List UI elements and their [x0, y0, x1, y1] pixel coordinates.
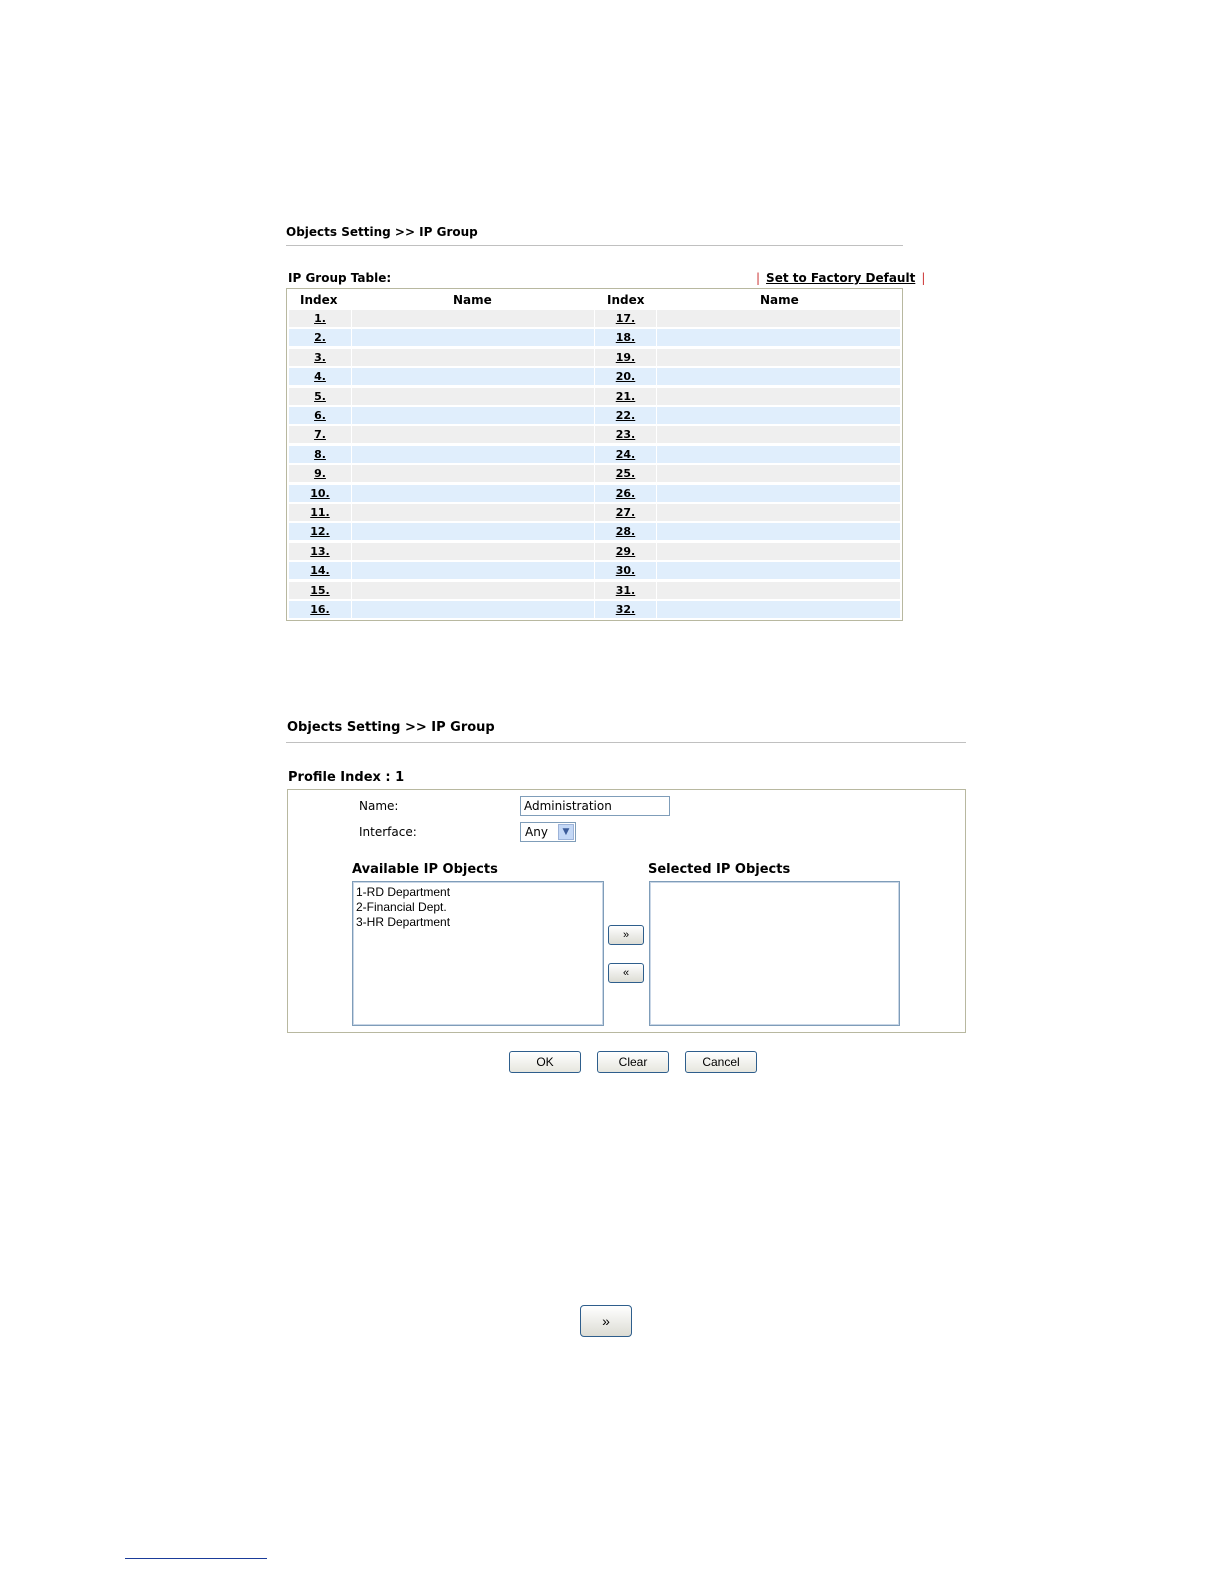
group-name-cell — [657, 601, 900, 618]
index-cell — [595, 426, 656, 443]
index-link[interactable]: 8. — [314, 447, 326, 461]
group-name-cell — [352, 388, 594, 405]
selected-objects-list[interactable] — [649, 881, 900, 1026]
group-name-cell — [657, 329, 900, 346]
group-name-cell — [352, 368, 594, 385]
index-link[interactable]: 28. — [615, 525, 636, 539]
name-label: Name: — [359, 799, 399, 813]
group-name-cell — [657, 582, 900, 599]
ok-button[interactable]: OK — [509, 1051, 581, 1073]
index-cell — [289, 523, 351, 540]
index-cell — [595, 562, 656, 579]
add-object-button[interactable]: » — [580, 1305, 632, 1337]
index-cell — [595, 388, 656, 405]
index-link[interactable]: 27. — [615, 506, 636, 519]
cancel-button[interactable]: Cancel — [685, 1051, 757, 1073]
table-row — [287, 407, 902, 424]
clear-button[interactable]: Clear — [597, 1051, 669, 1073]
group-name-cell — [352, 562, 594, 579]
group-name-cell — [352, 465, 594, 482]
available-objects-label: Available IP Objects — [352, 862, 498, 877]
index-link[interactable]: 14. — [310, 564, 330, 578]
index-link[interactable]: 23. — [615, 428, 636, 442]
index-cell — [289, 601, 351, 618]
group-name-cell — [657, 562, 900, 579]
group-name-cell — [352, 485, 594, 502]
index-link[interactable]: 6. — [314, 409, 326, 422]
group-name-cell — [657, 407, 900, 424]
index-cell — [595, 601, 656, 618]
index-cell — [289, 407, 351, 424]
add-object-button[interactable]: » — [608, 925, 644, 945]
separator: | — [921, 271, 926, 285]
set-factory-default-link[interactable]: Set to Factory Default — [766, 271, 916, 285]
index-link[interactable]: 19. — [615, 350, 636, 364]
index-cell — [289, 446, 351, 463]
index-cell — [289, 582, 351, 599]
index-link[interactable]: 21. — [615, 389, 636, 403]
group-name-cell — [352, 523, 594, 540]
available-objects-list[interactable] — [352, 881, 604, 1026]
table-title: IP Group Table: — [288, 271, 392, 285]
index-cell — [595, 465, 656, 482]
chevron-down-icon[interactable]: ▼ — [558, 824, 574, 840]
interface-select[interactable] — [520, 822, 576, 842]
group-name-cell — [352, 349, 594, 366]
index-cell — [289, 329, 351, 346]
index-cell — [289, 504, 351, 521]
column-header-name: Name — [453, 293, 492, 307]
index-cell — [595, 504, 656, 521]
table-row — [287, 582, 902, 599]
index-link[interactable]: 17. — [615, 312, 636, 325]
index-link[interactable]: 25. — [615, 467, 636, 481]
index-cell — [289, 368, 351, 385]
group-name-cell — [657, 349, 900, 366]
index-link[interactable]: 18. — [615, 331, 636, 345]
remove-object-button[interactable]: « — [608, 963, 644, 983]
index-cell — [289, 349, 351, 366]
index-cell — [595, 407, 656, 424]
group-name-cell — [657, 388, 900, 405]
page-title: Objects Setting >> IP Group — [286, 225, 478, 239]
divider — [286, 245, 903, 246]
table-row — [287, 562, 902, 579]
index-cell — [289, 562, 351, 579]
table-row — [287, 523, 902, 540]
table-row — [287, 368, 902, 385]
profile-index-title: Profile Index : 1 — [288, 770, 405, 785]
index-link[interactable]: 13. — [310, 544, 330, 558]
index-link[interactable]: 2. — [314, 331, 326, 345]
index-link[interactable]: 9. — [314, 467, 326, 481]
list-item[interactable]: 1-RD Department — [356, 885, 451, 899]
divider — [286, 742, 966, 743]
index-cell — [595, 368, 656, 385]
group-name-cell — [352, 329, 594, 346]
table-row — [287, 485, 902, 502]
index-link[interactable]: 11. — [310, 506, 330, 519]
group-name-cell — [657, 310, 900, 327]
table-row — [287, 310, 902, 327]
group-name-cell — [352, 543, 594, 560]
column-header-name: Name — [760, 293, 799, 307]
index-cell — [595, 523, 656, 540]
group-name-cell — [657, 523, 900, 540]
group-name-cell — [352, 601, 594, 618]
page-title: Objects Setting >> IP Group — [287, 720, 495, 735]
list-item[interactable]: 3-HR Department — [356, 915, 451, 929]
ip-group-table — [286, 288, 903, 621]
index-cell — [595, 485, 656, 502]
index-link[interactable]: 4. — [314, 370, 326, 384]
index-link[interactable]: 16. — [310, 603, 330, 616]
index-cell — [289, 426, 351, 443]
index-link[interactable]: 20. — [615, 370, 636, 384]
group-name-cell — [352, 446, 594, 463]
table-row — [287, 543, 902, 560]
index-link[interactable]: 15. — [310, 583, 330, 597]
index-cell — [595, 543, 656, 560]
group-name-cell — [657, 485, 900, 502]
index-link[interactable]: 10. — [310, 486, 330, 500]
index-link[interactable]: 30. — [615, 564, 636, 578]
index-cell — [289, 543, 351, 560]
index-cell — [289, 310, 351, 327]
index-cell — [595, 329, 656, 346]
group-name-cell — [657, 446, 900, 463]
index-link[interactable]: 3. — [314, 350, 326, 364]
index-cell — [595, 582, 656, 599]
group-name-cell — [352, 426, 594, 443]
group-name-cell — [657, 368, 900, 385]
index-link[interactable]: 12. — [310, 525, 330, 539]
table-row — [287, 349, 902, 366]
index-cell — [289, 388, 351, 405]
table-row — [287, 388, 902, 405]
group-name-cell — [657, 426, 900, 443]
index-link[interactable]: 7. — [314, 428, 326, 442]
interface-selected-value: Any — [525, 825, 548, 839]
index-cell — [289, 465, 351, 482]
index-link[interactable]: 5. — [314, 389, 326, 403]
index-cell — [595, 310, 656, 327]
index-link[interactable]: 1. — [314, 312, 326, 325]
name-field[interactable] — [520, 796, 670, 816]
index-cell — [289, 485, 351, 502]
table-row — [287, 504, 902, 521]
index-link[interactable]: 29. — [615, 544, 636, 558]
index-link[interactable]: 31. — [615, 583, 636, 597]
index-link[interactable]: 32. — [615, 603, 636, 616]
index-link[interactable]: 26. — [615, 486, 636, 500]
group-name-cell — [352, 407, 594, 424]
table-row — [287, 329, 902, 346]
index-cell — [595, 446, 656, 463]
table-row — [287, 446, 902, 463]
group-name-cell — [352, 310, 594, 327]
footer-divider — [125, 1558, 267, 1559]
list-item[interactable]: 2-Financial Dept. — [356, 900, 447, 914]
index-link[interactable]: 24. — [615, 447, 636, 461]
table-row — [287, 601, 902, 618]
group-name-cell — [352, 582, 594, 599]
column-header-index: Index — [607, 293, 645, 307]
column-header-index: Index — [300, 293, 338, 307]
group-name-cell — [352, 504, 594, 521]
group-name-cell — [657, 504, 900, 521]
index-cell — [595, 349, 656, 366]
separator: | — [756, 271, 761, 285]
factory-default-links — [756, 271, 925, 285]
interface-label: Interface: — [359, 825, 417, 839]
group-name-cell — [657, 543, 900, 560]
index-link[interactable]: 22. — [615, 409, 636, 422]
table-row — [287, 426, 902, 443]
selected-objects-label: Selected IP Objects — [648, 862, 791, 877]
group-name-cell — [657, 465, 900, 482]
table-row — [287, 465, 902, 482]
